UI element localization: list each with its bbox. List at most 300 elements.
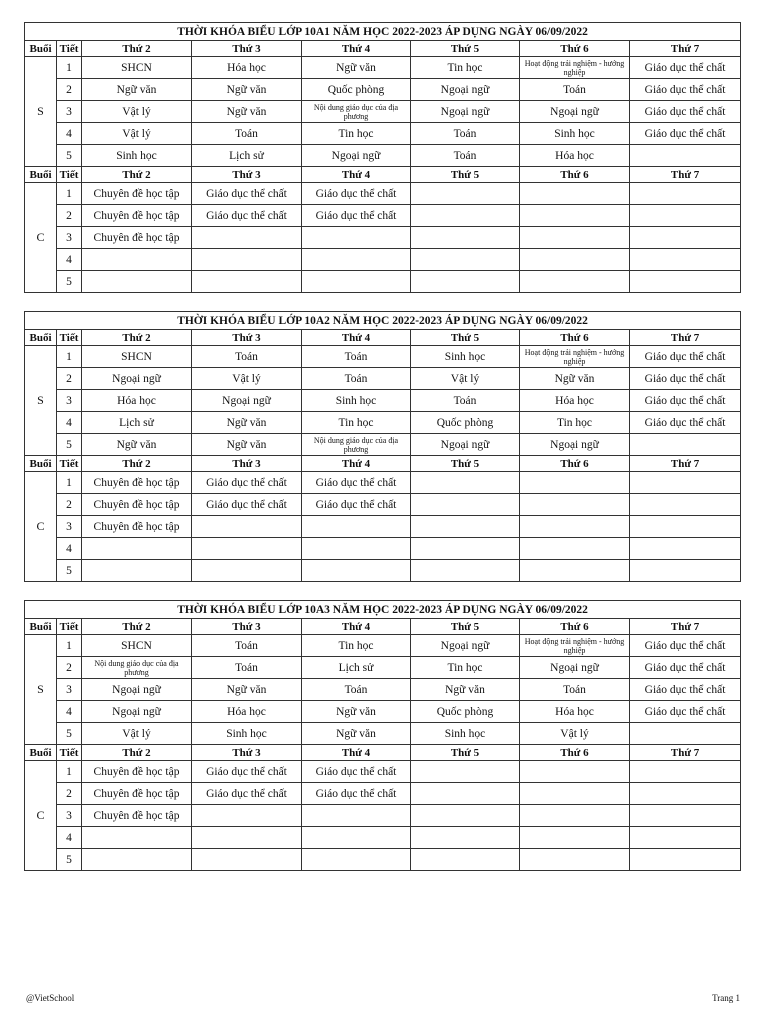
column-header: Thứ 4: [302, 745, 411, 761]
footer-page-number: Trang 1: [712, 993, 740, 1003]
subject-cell: [520, 849, 630, 871]
subject-cell: Toán: [411, 145, 520, 167]
column-header: Thứ 5: [411, 330, 520, 346]
column-header: Thứ 6: [520, 456, 630, 472]
subject-cell: Giáo dục thể chất: [192, 205, 302, 227]
subject-cell: [302, 827, 411, 849]
subject-cell: Toán: [411, 123, 520, 145]
subject-cell: Giáo dục thể chất: [630, 79, 741, 101]
column-header: Thứ 6: [520, 330, 630, 346]
table-row: [25, 145, 741, 167]
subject-cell: [630, 849, 741, 871]
subject-cell: Hoạt động trải nghiệm - hướng nghiệp: [520, 57, 630, 79]
subject-cell: Toán: [302, 346, 411, 368]
subject-cell: Ngữ văn: [192, 434, 302, 456]
period-number: 4: [57, 538, 82, 560]
subject-cell: [520, 183, 630, 205]
subject-cell: Ngoại ngữ: [411, 434, 520, 456]
subject-cell: Giáo dục thể chất: [192, 472, 302, 494]
subject-cell: Ngoại ngữ: [411, 635, 520, 657]
subject-cell: [520, 271, 630, 293]
subject-cell: Chuyên đề học tập: [82, 227, 192, 249]
subject-cell: [302, 516, 411, 538]
subject-cell: Quốc phòng: [411, 412, 520, 434]
subject-cell: Hóa học: [520, 145, 630, 167]
subject-cell: Tin học: [302, 635, 411, 657]
table-row: [25, 271, 741, 293]
column-header: Thứ 4: [302, 456, 411, 472]
subject-cell: Giáo dục thể chất: [630, 679, 741, 701]
period-number: 1: [57, 183, 82, 205]
subject-cell: [192, 827, 302, 849]
column-header: Tiết: [57, 330, 82, 346]
session-label: S: [25, 346, 57, 456]
period-number: 2: [57, 368, 82, 390]
subject-cell: Hóa học: [82, 390, 192, 412]
header-row: [25, 330, 741, 346]
column-header: Thứ 3: [192, 619, 302, 635]
subject-cell: Giáo dục thể chất: [192, 494, 302, 516]
subject-cell: [82, 560, 192, 582]
subject-cell: Lịch sử: [82, 412, 192, 434]
subject-cell: [630, 434, 741, 456]
subject-cell: Giáo dục thể chất: [630, 390, 741, 412]
subject-cell: Sinh học: [411, 346, 520, 368]
session-label: C: [25, 472, 57, 582]
subject-cell: [411, 249, 520, 271]
subject-cell: [630, 494, 741, 516]
subject-cell: Ngoại ngữ: [82, 368, 192, 390]
subject-cell: Ngoại ngữ: [411, 101, 520, 123]
table-row: [25, 657, 741, 679]
table-row: [25, 368, 741, 390]
subject-cell: Toán: [411, 390, 520, 412]
subject-cell: [630, 249, 741, 271]
subject-cell: Ngoại ngữ: [302, 145, 411, 167]
header-row: [25, 745, 741, 761]
column-header: Thứ 4: [302, 167, 411, 183]
subject-cell: [520, 538, 630, 560]
subject-cell: [630, 205, 741, 227]
subject-cell: Toán: [520, 79, 630, 101]
subject-cell: [520, 472, 630, 494]
period-number: 2: [57, 657, 82, 679]
column-header: Thứ 3: [192, 745, 302, 761]
table-row: [25, 390, 741, 412]
column-header: Buổi: [25, 619, 57, 635]
period-number: 4: [57, 701, 82, 723]
subject-cell: Nội dung giáo dục của địa phương: [302, 434, 411, 456]
period-number: 1: [57, 346, 82, 368]
subject-cell: Ngữ văn: [192, 79, 302, 101]
subject-cell: Ngữ văn: [192, 412, 302, 434]
subject-cell: [630, 723, 741, 745]
table-row: [25, 183, 741, 205]
subject-cell: Ngữ văn: [82, 79, 192, 101]
column-header: Thứ 5: [411, 456, 520, 472]
header-row: [25, 619, 741, 635]
column-header: Tiết: [57, 456, 82, 472]
period-number: 5: [57, 145, 82, 167]
table-row: [25, 346, 741, 368]
subject-cell: [630, 783, 741, 805]
subject-cell: Vật lý: [411, 368, 520, 390]
subject-cell: Vật lý: [82, 101, 192, 123]
column-header: Tiết: [57, 745, 82, 761]
column-header: Thứ 3: [192, 167, 302, 183]
subject-cell: [192, 849, 302, 871]
table-row: [25, 434, 741, 456]
column-header: Thứ 7: [630, 41, 741, 57]
subject-cell: [411, 227, 520, 249]
column-header: Thứ 7: [630, 745, 741, 761]
subject-cell: Ngữ văn: [411, 679, 520, 701]
subject-cell: [520, 761, 630, 783]
subject-cell: Sinh học: [82, 145, 192, 167]
period-number: 3: [57, 101, 82, 123]
period-number: 5: [57, 849, 82, 871]
column-header: Thứ 6: [520, 745, 630, 761]
table-row: [25, 472, 741, 494]
subject-cell: [192, 249, 302, 271]
table-row: [25, 227, 741, 249]
table-row: [25, 205, 741, 227]
subject-cell: Chuyên đề học tập: [82, 205, 192, 227]
subject-cell: Quốc phòng: [411, 701, 520, 723]
subject-cell: [302, 271, 411, 293]
column-header: Thứ 4: [302, 330, 411, 346]
subject-cell: Sinh học: [302, 390, 411, 412]
table-row: [25, 723, 741, 745]
table-row: [25, 560, 741, 582]
timetable-title: THỜI KHÓA BIỂU LỚP 10A2 NĂM HỌC 2022-2023 ÁP DỤNG NGÀY 06/09/2022: [25, 312, 741, 330]
column-header: Thứ 4: [302, 619, 411, 635]
header-row: [25, 456, 741, 472]
subject-cell: Ngữ văn: [302, 57, 411, 79]
subject-cell: Vật lý: [82, 723, 192, 745]
table-row: [25, 701, 741, 723]
subject-cell: Giáo dục thể chất: [192, 183, 302, 205]
period-number: 3: [57, 227, 82, 249]
subject-cell: [411, 472, 520, 494]
subject-cell: [411, 516, 520, 538]
period-number: 4: [57, 412, 82, 434]
column-header: Thứ 3: [192, 41, 302, 57]
subject-cell: [520, 827, 630, 849]
subject-cell: [411, 560, 520, 582]
table-row: [25, 79, 741, 101]
subject-cell: Nội dung giáo dục của địa phương: [302, 101, 411, 123]
subject-cell: SHCN: [82, 346, 192, 368]
subject-cell: Ngoại ngữ: [82, 701, 192, 723]
subject-cell: Toán: [302, 368, 411, 390]
footer-brand: @VietSchool: [26, 993, 75, 1003]
subject-cell: Toán: [192, 346, 302, 368]
subject-cell: [520, 494, 630, 516]
table-row: [25, 805, 741, 827]
subject-cell: Tin học: [411, 57, 520, 79]
subject-cell: Giáo dục thể chất: [302, 494, 411, 516]
period-number: 5: [57, 271, 82, 293]
column-header: Thứ 2: [82, 41, 192, 57]
subject-cell: Ngoại ngữ: [520, 101, 630, 123]
period-number: 2: [57, 205, 82, 227]
subject-cell: [630, 560, 741, 582]
subject-cell: Ngoại ngữ: [192, 390, 302, 412]
period-number: 1: [57, 57, 82, 79]
column-header: Thứ 7: [630, 456, 741, 472]
subject-cell: Hóa học: [520, 390, 630, 412]
column-header: Thứ 5: [411, 167, 520, 183]
session-label: S: [25, 57, 57, 167]
column-header: Thứ 6: [520, 619, 630, 635]
table-row: [25, 123, 741, 145]
subject-cell: Tin học: [411, 657, 520, 679]
column-header: Buổi: [25, 167, 57, 183]
subject-cell: [302, 538, 411, 560]
table-row: [25, 516, 741, 538]
column-header: Thứ 2: [82, 167, 192, 183]
subject-cell: Hóa học: [192, 57, 302, 79]
subject-cell: [411, 538, 520, 560]
subject-cell: Toán: [192, 635, 302, 657]
subject-cell: Ngữ văn: [520, 368, 630, 390]
table-row: [25, 635, 741, 657]
table-row: [25, 827, 741, 849]
period-number: 1: [57, 761, 82, 783]
subject-cell: [630, 516, 741, 538]
subject-cell: [411, 783, 520, 805]
subject-cell: Giáo dục thể chất: [192, 761, 302, 783]
subject-cell: [192, 271, 302, 293]
timetable-title: THỜI KHÓA BIỂU LỚP 10A3 NĂM HỌC 2022-2023 ÁP DỤNG NGÀY 06/09/2022: [25, 601, 741, 619]
header-row: [25, 41, 741, 57]
subject-cell: Quốc phòng: [302, 79, 411, 101]
subject-cell: Ngữ văn: [302, 723, 411, 745]
column-header: Thứ 7: [630, 330, 741, 346]
subject-cell: Chuyên đề học tập: [82, 783, 192, 805]
header-row: [25, 167, 741, 183]
subject-cell: Ngữ văn: [192, 679, 302, 701]
subject-cell: [630, 271, 741, 293]
period-number: 3: [57, 805, 82, 827]
column-header: Buổi: [25, 456, 57, 472]
subject-cell: Tin học: [302, 123, 411, 145]
subject-cell: Ngữ văn: [302, 701, 411, 723]
subject-cell: Giáo dục thể chất: [630, 368, 741, 390]
subject-cell: Sinh học: [192, 723, 302, 745]
subject-cell: Nội dung giáo dục của địa phương: [82, 657, 192, 679]
subject-cell: [192, 227, 302, 249]
subject-cell: Vật lý: [82, 123, 192, 145]
column-header: Buổi: [25, 745, 57, 761]
table-row: [25, 849, 741, 871]
subject-cell: [411, 271, 520, 293]
subject-cell: SHCN: [82, 635, 192, 657]
subject-cell: [520, 516, 630, 538]
subject-cell: Toán: [192, 657, 302, 679]
subject-cell: [82, 827, 192, 849]
period-number: 1: [57, 635, 82, 657]
timetable-title: THỜI KHÓA BIỂU LỚP 10A1 NĂM HỌC 2022-2023 ÁP DỤNG NGÀY 06/09/2022: [25, 23, 741, 41]
column-header: Tiết: [57, 41, 82, 57]
subject-cell: [411, 205, 520, 227]
period-number: 3: [57, 679, 82, 701]
column-header: Thứ 3: [192, 456, 302, 472]
subject-cell: Ngoại ngữ: [411, 79, 520, 101]
subject-cell: [82, 249, 192, 271]
subject-cell: Chuyên đề học tập: [82, 516, 192, 538]
subject-cell: [411, 761, 520, 783]
timetable-10a1: [24, 22, 741, 293]
column-header: Thứ 6: [520, 41, 630, 57]
subject-cell: [630, 805, 741, 827]
session-label: S: [25, 635, 57, 745]
subject-cell: [82, 271, 192, 293]
subject-cell: Ngoại ngữ: [520, 657, 630, 679]
subject-cell: Chuyên đề học tập: [82, 805, 192, 827]
subject-cell: Giáo dục thể chất: [630, 701, 741, 723]
subject-cell: [411, 827, 520, 849]
period-number: 4: [57, 123, 82, 145]
subject-cell: Sinh học: [520, 123, 630, 145]
subject-cell: Ngữ văn: [192, 101, 302, 123]
subject-cell: [82, 849, 192, 871]
column-header: Thứ 2: [82, 330, 192, 346]
table-row: [25, 538, 741, 560]
subject-cell: [520, 805, 630, 827]
column-header: Thứ 7: [630, 167, 741, 183]
subject-cell: Chuyên đề học tập: [82, 472, 192, 494]
period-number: 5: [57, 434, 82, 456]
column-header: Thứ 2: [82, 619, 192, 635]
subject-cell: Toán: [520, 679, 630, 701]
subject-cell: [411, 494, 520, 516]
subject-cell: Giáo dục thể chất: [630, 412, 741, 434]
column-header: Tiết: [57, 619, 82, 635]
period-number: 2: [57, 783, 82, 805]
subject-cell: Ngoại ngữ: [520, 434, 630, 456]
subject-cell: [520, 205, 630, 227]
subject-cell: Chuyên đề học tập: [82, 183, 192, 205]
subject-cell: [82, 538, 192, 560]
subject-cell: [302, 560, 411, 582]
subject-cell: Chuyên đề học tập: [82, 494, 192, 516]
subject-cell: Giáo dục thể chất: [192, 783, 302, 805]
subject-cell: [630, 827, 741, 849]
column-header: Buổi: [25, 330, 57, 346]
subject-cell: [520, 783, 630, 805]
subject-cell: Giáo dục thể chất: [630, 57, 741, 79]
subject-cell: Giáo dục thể chất: [630, 635, 741, 657]
column-header: Buổi: [25, 41, 57, 57]
subject-cell: [630, 761, 741, 783]
subject-cell: Hóa học: [192, 701, 302, 723]
subject-cell: [630, 227, 741, 249]
subject-cell: [630, 145, 741, 167]
subject-cell: Hoạt động trải nghiệm - hướng nghiệp: [520, 346, 630, 368]
period-number: 2: [57, 79, 82, 101]
subject-cell: [520, 249, 630, 271]
subject-cell: [302, 227, 411, 249]
subject-cell: Giáo dục thể chất: [630, 657, 741, 679]
session-label: C: [25, 761, 57, 871]
table-row: [25, 101, 741, 123]
period-number: 1: [57, 472, 82, 494]
table-row: [25, 57, 741, 79]
subject-cell: [302, 805, 411, 827]
column-header: Thứ 6: [520, 167, 630, 183]
subject-cell: Lịch sử: [302, 657, 411, 679]
subject-cell: Giáo dục thể chất: [630, 346, 741, 368]
subject-cell: Ngữ văn: [82, 434, 192, 456]
period-number: 3: [57, 516, 82, 538]
table-row: [25, 761, 741, 783]
subject-cell: Chuyên đề học tập: [82, 761, 192, 783]
column-header: Thứ 2: [82, 745, 192, 761]
subject-cell: [411, 183, 520, 205]
period-number: 5: [57, 560, 82, 582]
subject-cell: Giáo dục thể chất: [302, 761, 411, 783]
session-label: C: [25, 183, 57, 293]
subject-cell: [520, 560, 630, 582]
subject-cell: Sinh học: [411, 723, 520, 745]
subject-cell: Giáo dục thể chất: [302, 205, 411, 227]
subject-cell: Toán: [302, 679, 411, 701]
table-row: [25, 249, 741, 271]
column-header: Thứ 4: [302, 41, 411, 57]
column-header: Thứ 2: [82, 456, 192, 472]
subject-cell: Ngoại ngữ: [82, 679, 192, 701]
subject-cell: Lịch sử: [192, 145, 302, 167]
column-header: Thứ 5: [411, 41, 520, 57]
subject-cell: [411, 849, 520, 871]
subject-cell: [630, 472, 741, 494]
subject-cell: [520, 227, 630, 249]
subject-cell: Hóa học: [520, 701, 630, 723]
table-row: [25, 679, 741, 701]
subject-cell: Toán: [192, 123, 302, 145]
table-row: [25, 783, 741, 805]
subject-cell: Giáo dục thể chất: [302, 783, 411, 805]
subject-cell: [630, 538, 741, 560]
table-row: [25, 494, 741, 516]
column-header: Thứ 7: [630, 619, 741, 635]
subject-cell: Vật lý: [520, 723, 630, 745]
period-number: 3: [57, 390, 82, 412]
column-header: Thứ 3: [192, 330, 302, 346]
column-header: Thứ 5: [411, 619, 520, 635]
timetable-10a3: [24, 600, 741, 871]
subject-cell: [192, 560, 302, 582]
subject-cell: [302, 849, 411, 871]
subject-cell: Giáo dục thể chất: [302, 183, 411, 205]
period-number: 4: [57, 249, 82, 271]
subject-cell: [411, 805, 520, 827]
subject-cell: [302, 249, 411, 271]
subject-cell: [192, 516, 302, 538]
timetable-10a2: [24, 311, 741, 582]
subject-cell: Hoạt động trải nghiệm - hướng nghiệp: [520, 635, 630, 657]
subject-cell: Tin học: [520, 412, 630, 434]
period-number: 5: [57, 723, 82, 745]
subject-cell: [192, 538, 302, 560]
subject-cell: Giáo dục thể chất: [630, 101, 741, 123]
subject-cell: [192, 805, 302, 827]
subject-cell: Tin học: [302, 412, 411, 434]
period-number: 2: [57, 494, 82, 516]
column-header: Tiết: [57, 167, 82, 183]
